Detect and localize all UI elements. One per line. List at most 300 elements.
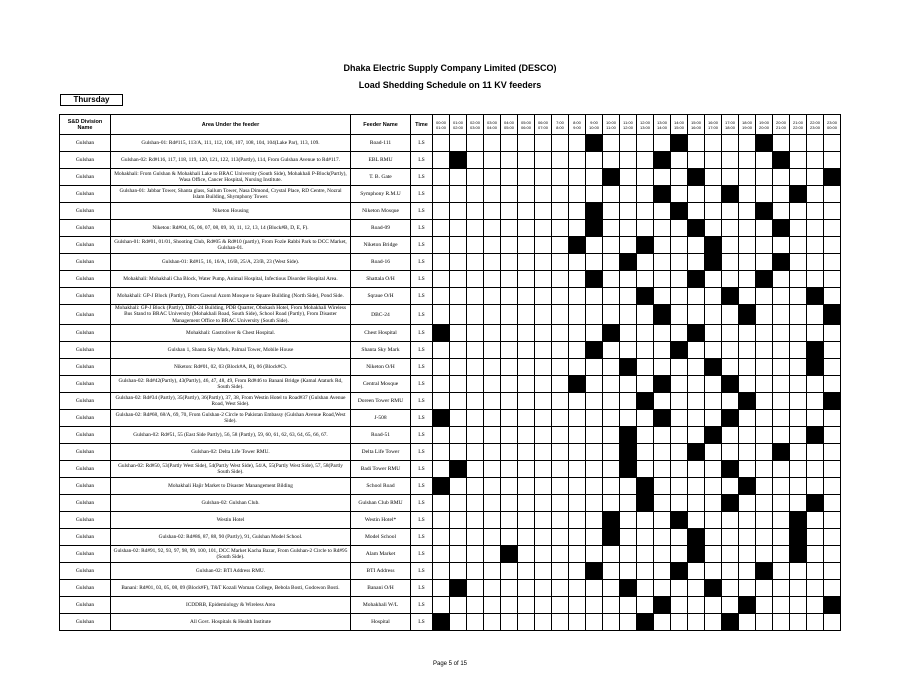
slot-cell xyxy=(450,597,467,614)
slot-cell xyxy=(824,135,841,152)
slot-cell xyxy=(603,237,620,254)
slot-cell xyxy=(705,305,722,325)
slot-cell xyxy=(484,563,501,580)
slot-cell xyxy=(722,478,739,495)
slot-cell xyxy=(552,169,569,186)
slot-cell xyxy=(620,529,637,546)
slot-cell xyxy=(433,563,450,580)
slot-cell xyxy=(671,305,688,325)
slot-cell xyxy=(467,495,484,512)
slot-cell xyxy=(790,359,807,376)
slot-cell xyxy=(450,203,467,220)
slot-cell xyxy=(688,288,705,305)
slot-cell xyxy=(773,614,790,631)
day-label: Thursday xyxy=(60,94,123,106)
slot-cell xyxy=(569,597,586,614)
area-cell: Mohakhali: GP-J Block (Partly), From Gawsul Azom Mosque to Square Building (North Side), Pond Side. xyxy=(111,288,351,305)
shedding-slot xyxy=(688,220,705,237)
slot-cell xyxy=(603,271,620,288)
slot-cell xyxy=(450,512,467,529)
slot-cell xyxy=(705,478,722,495)
slot-cell xyxy=(569,342,586,359)
slot-cell xyxy=(620,546,637,563)
slot-cell xyxy=(552,512,569,529)
shedding-slot xyxy=(807,359,824,376)
slot-cell xyxy=(450,342,467,359)
slot-cell xyxy=(552,135,569,152)
slot-header xyxy=(501,115,518,135)
slot-cell xyxy=(773,237,790,254)
slot-start: 05:00 xyxy=(520,119,531,125)
slot-cell xyxy=(501,220,518,237)
slot-cell xyxy=(450,427,467,444)
slot-cell xyxy=(535,359,552,376)
slot-cell xyxy=(586,254,603,271)
shedding-slot xyxy=(637,237,654,254)
slot-cell xyxy=(620,271,637,288)
slot-cell xyxy=(654,393,671,410)
slot-end: 10:00 xyxy=(588,124,599,130)
slot-cell xyxy=(790,325,807,342)
slot-cell xyxy=(433,529,450,546)
shedding-slot xyxy=(705,580,722,597)
slot-header xyxy=(552,115,569,135)
slot-cell xyxy=(552,444,569,461)
area-cell: Gulshan-01: Rd#15, 16, 16/A, 16/B, 25/A, 23/B, 23 (West Side). xyxy=(111,254,351,271)
slot-cell xyxy=(518,325,535,342)
slot-cell xyxy=(671,614,688,631)
slot-cell xyxy=(586,325,603,342)
slot-cell xyxy=(450,614,467,631)
time-cell: LS xyxy=(411,529,433,546)
slot-cell xyxy=(603,614,620,631)
slot-cell xyxy=(501,444,518,461)
slot-start: 9:00 xyxy=(590,119,598,125)
slot-cell xyxy=(705,597,722,614)
slot-cell xyxy=(484,203,501,220)
shedding-slot xyxy=(569,237,586,254)
slot-cell xyxy=(688,461,705,478)
slot-cell xyxy=(484,186,501,203)
slot-end: 18:00 xyxy=(724,124,735,130)
slot-cell xyxy=(586,305,603,325)
slot-start: 15:00 xyxy=(690,119,701,125)
slot-cell xyxy=(620,478,637,495)
slot-cell xyxy=(484,152,501,169)
slot-cell xyxy=(637,152,654,169)
slot-cell xyxy=(671,444,688,461)
slot-cell xyxy=(773,169,790,186)
table-row xyxy=(60,135,841,152)
slot-cell xyxy=(535,325,552,342)
slot-cell xyxy=(637,220,654,237)
slot-cell xyxy=(603,563,620,580)
slot-cell xyxy=(484,495,501,512)
feeder-cell: Niketon Mosque xyxy=(351,203,411,220)
shedding-slot xyxy=(620,427,637,444)
slot-cell xyxy=(450,220,467,237)
slot-cell xyxy=(790,254,807,271)
slot-cell xyxy=(518,135,535,152)
slot-start: 03:00 xyxy=(486,119,497,125)
slot-cell xyxy=(552,305,569,325)
table-row xyxy=(60,461,841,478)
slot-cell xyxy=(603,580,620,597)
slot-cell xyxy=(824,495,841,512)
slot-header xyxy=(688,115,705,135)
time-cell: LS xyxy=(411,461,433,478)
slot-cell xyxy=(637,546,654,563)
slot-cell xyxy=(586,512,603,529)
time-cell: LS xyxy=(411,271,433,288)
slot-cell xyxy=(637,444,654,461)
slot-cell xyxy=(433,271,450,288)
shedding-slot xyxy=(722,186,739,203)
shedding-slot xyxy=(773,254,790,271)
slot-cell xyxy=(535,512,552,529)
slot-cell xyxy=(603,393,620,410)
slot-cell xyxy=(586,546,603,563)
slot-cell xyxy=(671,410,688,427)
slot-cell xyxy=(790,342,807,359)
slot-end: 05:00 xyxy=(503,124,514,130)
area-cell: Westin Hotel xyxy=(111,512,351,529)
slot-cell xyxy=(467,597,484,614)
slot-start: 23:00 xyxy=(826,119,837,125)
slot-cell xyxy=(535,580,552,597)
division-cell: Gulshan xyxy=(60,305,111,325)
slot-cell xyxy=(433,203,450,220)
slot-cell xyxy=(671,359,688,376)
slot-cell xyxy=(569,203,586,220)
division-cell: Gulshan xyxy=(60,271,111,288)
slot-cell xyxy=(773,546,790,563)
shedding-slot xyxy=(807,342,824,359)
slot-cell xyxy=(501,271,518,288)
slot-cell xyxy=(654,427,671,444)
slot-cell xyxy=(467,288,484,305)
shedding-slot xyxy=(433,410,450,427)
slot-cell xyxy=(552,342,569,359)
slot-cell xyxy=(739,512,756,529)
area-cell: Gulshan-02: Delta Life Tower RMU. xyxy=(111,444,351,461)
slot-cell xyxy=(535,427,552,444)
slot-cell xyxy=(518,444,535,461)
slot-cell xyxy=(824,254,841,271)
area-cell: Gulshan-02: Rd#34 (Partly), 35(Partly), 36(Partly), 37, 38, From Westin Hotel to Road#37 (Gulshan Avenue Road, West Side). xyxy=(111,393,351,410)
area-cell: Gulshan-02: Rd#86, 87, 88, 90 (Partly), 91, Gulshan Model School. xyxy=(111,529,351,546)
shedding-slot xyxy=(620,461,637,478)
slot-cell xyxy=(433,427,450,444)
slot-cell xyxy=(535,597,552,614)
slot-cell xyxy=(501,461,518,478)
slot-cell xyxy=(518,288,535,305)
slot-cell xyxy=(552,203,569,220)
slot-cell xyxy=(586,427,603,444)
slot-cell xyxy=(552,614,569,631)
division-cell: Gulshan xyxy=(60,376,111,393)
slot-cell xyxy=(790,305,807,325)
slot-start: 19:00 xyxy=(758,119,769,125)
shedding-slot xyxy=(654,410,671,427)
slot-cell xyxy=(620,376,637,393)
slot-cell xyxy=(654,237,671,254)
slot-end: 01:00 xyxy=(435,124,446,130)
slot-cell xyxy=(637,580,654,597)
slot-cell xyxy=(518,393,535,410)
slot-cell xyxy=(620,203,637,220)
slot-cell xyxy=(824,546,841,563)
slot-cell xyxy=(790,237,807,254)
slot-cell xyxy=(654,203,671,220)
slot-cell xyxy=(518,271,535,288)
division-cell: Gulshan xyxy=(60,325,111,342)
slot-cell xyxy=(552,152,569,169)
slot-cell xyxy=(739,220,756,237)
slot-cell xyxy=(603,376,620,393)
feeder-cell: Doreen Tower RMU xyxy=(351,393,411,410)
slot-cell xyxy=(433,186,450,203)
company-title: Dhaka Electric Supply Company Limited (DESCO) xyxy=(343,63,557,73)
slot-cell xyxy=(433,580,450,597)
slot-cell xyxy=(433,305,450,325)
shedding-slot xyxy=(824,597,841,614)
slot-end: 22:00 xyxy=(792,124,803,130)
time-cell: LS xyxy=(411,427,433,444)
slot-cell xyxy=(790,410,807,427)
slot-cell xyxy=(739,444,756,461)
feeder-cell: T. B. Gate xyxy=(351,169,411,186)
slot-cell xyxy=(620,614,637,631)
slot-cell xyxy=(807,237,824,254)
feeder-cell: Shanta Sky Mark xyxy=(351,342,411,359)
shedding-slot xyxy=(637,614,654,631)
slot-cell xyxy=(518,254,535,271)
table-row xyxy=(60,271,841,288)
slot-cell xyxy=(824,220,841,237)
feeder-cell: Central Mosque xyxy=(351,376,411,393)
slot-start: 11:00 xyxy=(623,119,633,125)
slot-cell xyxy=(790,203,807,220)
slot-cell xyxy=(637,305,654,325)
area-cell: Mohakhali: From Gulshan & Mohakhali Lake to BRAC University (South Side), Mohakhali P-Block(Partly), Wasa Office, Cancer Hospital, Nursing Institute. xyxy=(111,169,351,186)
division-cell: Gulshan xyxy=(60,444,111,461)
slot-end: 15:00 xyxy=(673,124,684,130)
slot-cell xyxy=(450,288,467,305)
slot-cell xyxy=(722,359,739,376)
feeder-cell: DBC-24 xyxy=(351,305,411,325)
slot-cell xyxy=(637,186,654,203)
slot-header xyxy=(824,115,841,135)
slot-cell xyxy=(739,169,756,186)
slot-cell xyxy=(433,444,450,461)
slot-cell xyxy=(433,135,450,152)
slot-cell xyxy=(501,152,518,169)
slot-header xyxy=(535,115,552,135)
feeder-cell: Road-09 xyxy=(351,220,411,237)
slot-cell xyxy=(552,427,569,444)
slot-cell xyxy=(484,597,501,614)
time-cell: LS xyxy=(411,254,433,271)
slot-cell xyxy=(501,563,518,580)
slot-cell xyxy=(705,393,722,410)
slot-cell xyxy=(637,254,654,271)
slot-cell xyxy=(688,478,705,495)
slot-start: 20:00 xyxy=(775,119,786,125)
slot-cell xyxy=(484,254,501,271)
slot-cell xyxy=(722,512,739,529)
slot-cell xyxy=(654,359,671,376)
slot-cell xyxy=(790,597,807,614)
slot-cell xyxy=(569,410,586,427)
slot-cell xyxy=(569,254,586,271)
slot-cell xyxy=(484,546,501,563)
slot-header xyxy=(671,115,688,135)
slot-cell xyxy=(671,461,688,478)
division-cell: Gulshan xyxy=(60,461,111,478)
time-cell: LS xyxy=(411,478,433,495)
slot-cell xyxy=(552,478,569,495)
slot-cell xyxy=(467,512,484,529)
slot-cell xyxy=(739,152,756,169)
slot-cell xyxy=(535,410,552,427)
slot-cell xyxy=(535,342,552,359)
slot-cell xyxy=(552,393,569,410)
slot-cell xyxy=(722,529,739,546)
slot-cell xyxy=(467,325,484,342)
slot-cell xyxy=(569,325,586,342)
slot-cell xyxy=(654,495,671,512)
slot-cell xyxy=(484,135,501,152)
slot-cell xyxy=(739,186,756,203)
slot-cell xyxy=(824,614,841,631)
slot-start: 00:00 xyxy=(435,119,446,125)
shedding-slot xyxy=(739,305,756,325)
slot-cell xyxy=(773,512,790,529)
slot-cell xyxy=(824,152,841,169)
slot-cell xyxy=(535,169,552,186)
shedding-slot xyxy=(688,529,705,546)
feeder-cell: Road-51 xyxy=(351,427,411,444)
slot-cell xyxy=(807,580,824,597)
header-row xyxy=(60,115,841,135)
division-cell: Gulshan xyxy=(60,546,111,563)
slot-start: 12:00 xyxy=(639,119,650,125)
slot-cell xyxy=(518,169,535,186)
slot-cell xyxy=(824,359,841,376)
shedding-slot xyxy=(637,393,654,410)
slot-cell xyxy=(739,563,756,580)
slot-cell xyxy=(518,186,535,203)
slot-cell xyxy=(569,478,586,495)
slot-cell xyxy=(467,410,484,427)
area-cell: Niketon: Rd#04, 05, 06, 07, 08, 09, 10, 11, 12, 13, 14 (Block#B, D, E, F). xyxy=(111,220,351,237)
shedding-slot xyxy=(807,427,824,444)
shedding-slot xyxy=(756,135,773,152)
slot-cell xyxy=(705,152,722,169)
table-row xyxy=(60,478,841,495)
table-row xyxy=(60,305,841,325)
slot-header xyxy=(467,115,484,135)
slot-cell xyxy=(773,271,790,288)
slot-cell xyxy=(501,305,518,325)
division-cell: Gulshan xyxy=(60,152,111,169)
slot-cell xyxy=(552,495,569,512)
division-cell: Gulshan xyxy=(60,342,111,359)
slot-cell xyxy=(688,393,705,410)
slot-cell xyxy=(756,478,773,495)
slot-cell xyxy=(450,393,467,410)
table-row xyxy=(60,237,841,254)
area-cell: Banani: Rd#01, 03, 05, 08, 09 (Block#F), T&T Kozali Woman College, Bebola Bosti, Godowon Bosti. xyxy=(111,580,351,597)
slot-cell xyxy=(705,546,722,563)
slot-cell xyxy=(518,427,535,444)
time-cell: LS xyxy=(411,580,433,597)
shedding-slot xyxy=(722,288,739,305)
slot-cell xyxy=(552,325,569,342)
slot-end: 00:00 xyxy=(826,124,837,130)
table-row xyxy=(60,427,841,444)
shedding-slot xyxy=(671,135,688,152)
slot-cell xyxy=(637,169,654,186)
slot-cell xyxy=(467,427,484,444)
shedding-slot xyxy=(790,186,807,203)
feeder-cell: Niketon O/H xyxy=(351,359,411,376)
slot-cell xyxy=(654,614,671,631)
slot-cell xyxy=(603,461,620,478)
slot-cell xyxy=(688,254,705,271)
slot-end: 13:00 xyxy=(639,124,650,130)
area-cell: Gulshan-01: Jabbar Tower, Shanta glass, Sailum Tower, Nasa Dimond, Crystal Place, RD Centre, Nozral Islam Building, Shymphony Tower. xyxy=(111,186,351,203)
slot-cell xyxy=(671,529,688,546)
shedding-slot xyxy=(603,325,620,342)
slot-cell xyxy=(450,478,467,495)
slot-cell xyxy=(535,203,552,220)
slot-cell xyxy=(705,614,722,631)
slot-cell xyxy=(484,512,501,529)
shedding-slot xyxy=(739,393,756,410)
slot-cell xyxy=(501,376,518,393)
shedding-slot xyxy=(756,563,773,580)
slot-cell xyxy=(518,614,535,631)
shedding-slot xyxy=(790,546,807,563)
slot-cell xyxy=(603,410,620,427)
slot-cell xyxy=(433,220,450,237)
slot-cell xyxy=(433,342,450,359)
slot-cell xyxy=(773,376,790,393)
slot-end: 17:00 xyxy=(707,124,718,130)
slot-start: 04:00 xyxy=(503,119,514,125)
time-header: Time xyxy=(411,115,433,135)
slot-cell xyxy=(807,410,824,427)
slot-cell xyxy=(807,563,824,580)
slot-cell xyxy=(620,342,637,359)
area-cell: Gulshan-02: Rd#51, 55 (East Side Partly), 56, 58 (Partly), 59, 60, 61, 62, 63, 64, 65, 66, 67. xyxy=(111,427,351,444)
slot-cell xyxy=(620,288,637,305)
table-row xyxy=(60,512,841,529)
area-cell: Mohakhali Hajir Market to Disaster Manangement Bilding xyxy=(111,478,351,495)
shedding-slot xyxy=(620,444,637,461)
shedding-slot xyxy=(722,614,739,631)
slot-header xyxy=(586,115,603,135)
slot-header xyxy=(807,115,824,135)
slot-cell xyxy=(450,169,467,186)
slot-cell xyxy=(518,152,535,169)
slot-cell xyxy=(756,580,773,597)
slot-cell xyxy=(756,186,773,203)
slot-cell xyxy=(790,271,807,288)
table-row xyxy=(60,342,841,359)
